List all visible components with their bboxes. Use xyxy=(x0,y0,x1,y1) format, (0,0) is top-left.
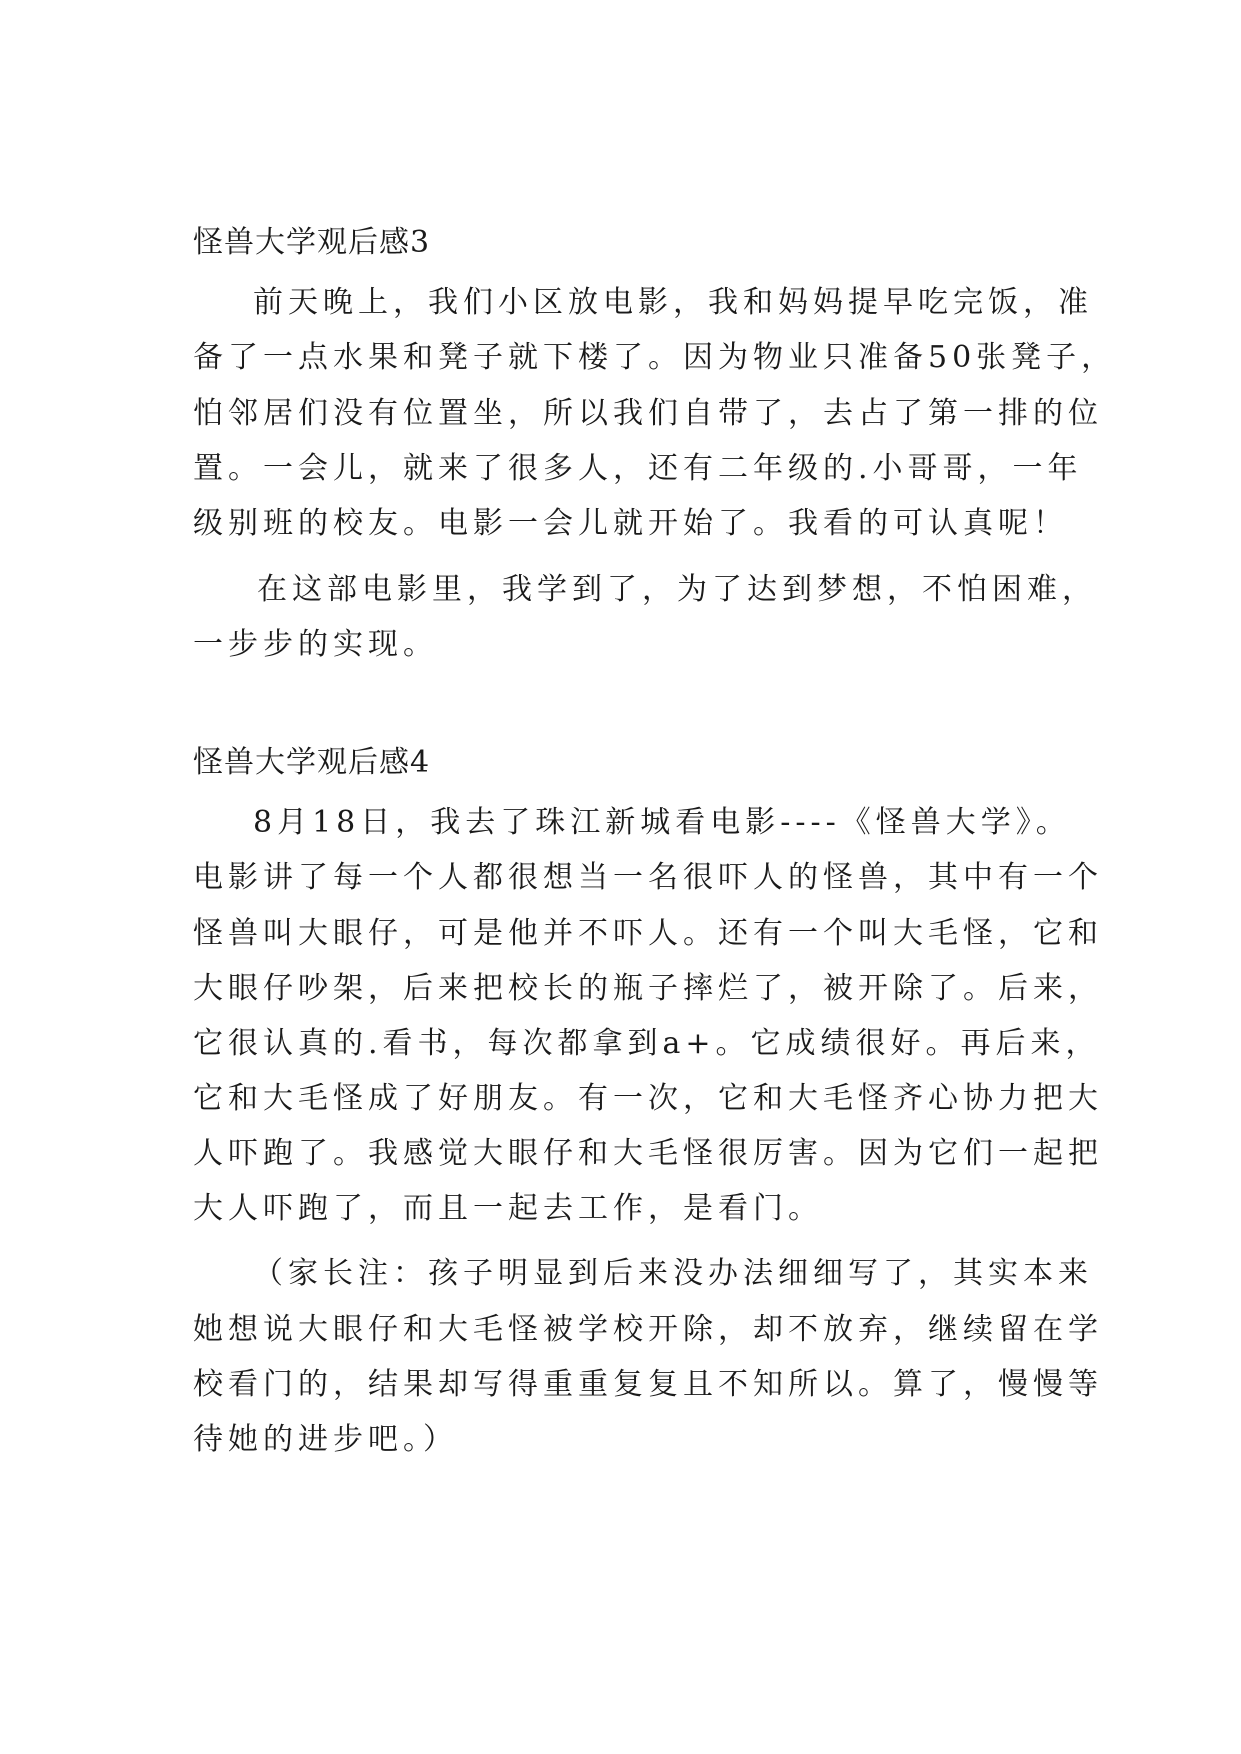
section-title-4: 怪兽大学观后感4 xyxy=(193,745,431,780)
section-title-3: 怪兽大学观后感3 xyxy=(193,225,431,260)
paragraph-line: 级别班的校友。电影一会儿就开始了。我看的可认真呢！ xyxy=(193,506,1068,541)
paragraph-line: 它和大毛怪成了好朋友。有一次，它和大毛怪齐心协力把大 xyxy=(193,1081,1103,1116)
paragraph-line: 待她的进步吧。） xyxy=(193,1422,458,1457)
paragraph-line: 人吓跑了。我感觉大眼仔和大毛怪很厉害。因为它们一起把 xyxy=(193,1136,1103,1171)
paragraph-line: 备了一点水果和凳子就下楼了。因为物业只准备50张凳子， xyxy=(193,340,1117,375)
paragraph-line: 置。一会儿，就来了很多人，还有二年级的.小哥哥，一年 xyxy=(193,451,1083,486)
paragraph-line: 怪兽叫大眼仔，可是他并不吓人。还有一个叫大毛怪，它和 xyxy=(193,916,1103,951)
paragraph-line: 她想说大眼仔和大毛怪被学校开除，却不放弃，继续留在学 xyxy=(193,1312,1103,1347)
paragraph-line: 它很认真的.看书，每次都拿到a+。它成绩很好。再后来， xyxy=(193,1026,1101,1061)
paragraph-line: 8月18日，我去了珠江新城看电影----《怪兽大学》。 xyxy=(253,805,1071,840)
paragraph-line: 怕邻居们没有位置坐，所以我们自带了，去占了第一排的位 xyxy=(193,396,1103,431)
paragraph-line: 大眼仔吵架，后来把校长的瓶子摔烂了，被开除了。后来， xyxy=(193,971,1103,1006)
paragraph-line: 在这部电影里，我学到了，为了达到梦想，不怕困难， xyxy=(257,572,1097,607)
paragraph-line: 大人吓跑了，而且一起去工作，是看门。 xyxy=(193,1191,823,1226)
paragraph-line: （家长注：孩子明显到后来没办法细细写了，其实本来 xyxy=(253,1256,1093,1291)
paragraph-line: 一步步的实现。 xyxy=(193,627,438,662)
paragraph-line: 校看门的，结果却写得重重复复且不知所以。算了，慢慢等 xyxy=(193,1367,1103,1402)
paragraph-line: 前天晚上，我们小区放电影，我和妈妈提早吃完饭，准 xyxy=(253,285,1093,320)
paragraph-line: 电影讲了每一个人都很想当一名很吓人的怪兽，其中有一个 xyxy=(193,860,1103,895)
